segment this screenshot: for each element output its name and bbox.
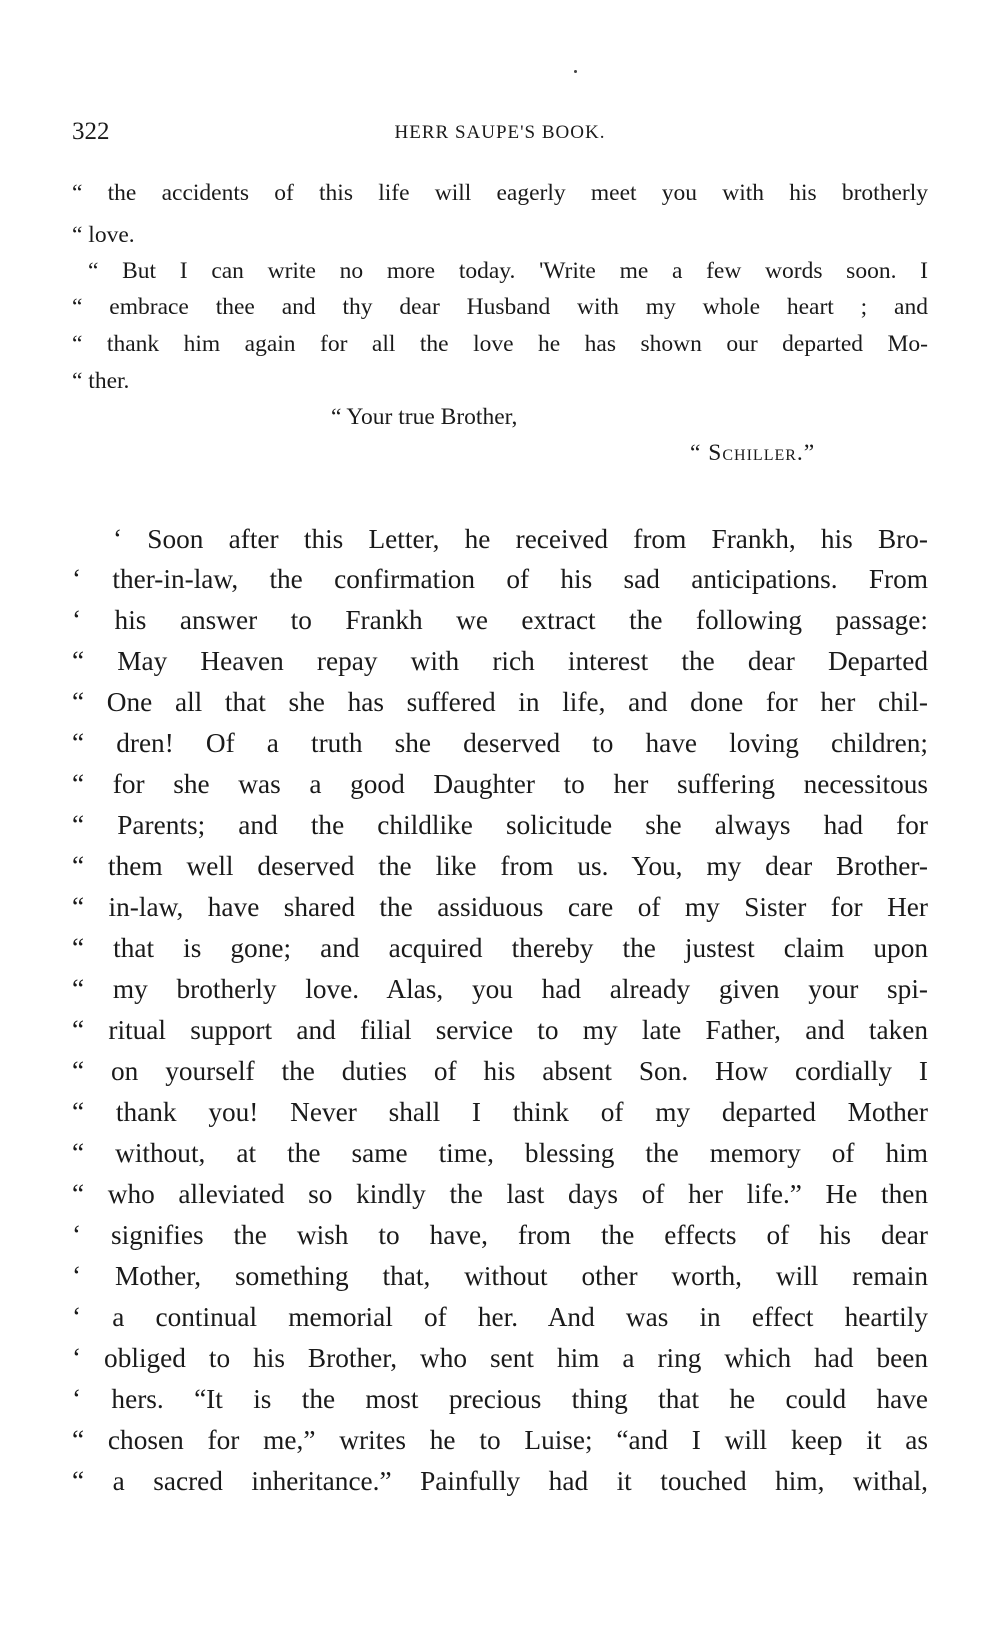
narrative-line: “ May Heaven repay with rich interest the dear Departed — [72, 646, 928, 676]
letter-line: “ the accidents of this life will eagerly meet you with his brotherly — [72, 180, 928, 206]
narrative-line: ‘ a continual memorial of her. And was in effect heartily — [72, 1302, 928, 1332]
narrative-line: “ my brotherly love. Alas, you had already given your spi- — [72, 974, 928, 1004]
narrative-line: “ on yourself the duties of his absent Son. How cordially I — [72, 1056, 928, 1086]
narrative-line: “ a sacred inheritance.” Painfully had it touched him, withal, — [72, 1466, 928, 1496]
narrative-line: ‘ Soon after this Letter, he received from Frankh, his Bro- — [113, 524, 928, 554]
narrative-line: ‘ ther-in-law, the confirmation of his sad anticipations. From — [72, 564, 928, 594]
letter-line: “ embrace thee and thy dear Husband with my whole heart ; and — [72, 294, 928, 320]
narrative-line: “ who alleviated so kindly the last days of her life.” He then — [72, 1179, 928, 1209]
print-speck — [574, 70, 577, 73]
page-number: 322 — [72, 118, 110, 145]
narrative-line: “ for she was a good Daughter to her suffering necessitous — [72, 769, 928, 799]
narrative-line: “ without, at the same time, blessing the memory of him — [72, 1138, 928, 1168]
letter-line: “ ther. — [72, 368, 130, 394]
running-title: HERR SAUPE'S BOOK. — [394, 122, 606, 143]
narrative-line: “ that is gone; and acquired thereby the justest claim upon — [72, 933, 928, 963]
narrative-line: ‘ Mother, something that, without other worth, will remain — [72, 1261, 928, 1291]
narrative-line: “ One all that she has suffered in life, and done for her chil- — [72, 687, 928, 717]
narrative-line: “ dren! Of a truth she deserved to have loving children; — [72, 728, 928, 758]
narrative-line: “ them well deserved the like from us. You, my dear Brother- — [72, 851, 928, 881]
letter-signature: “ Schiller.” — [690, 440, 816, 466]
narrative-line: “ chosen for me,” writes he to Luise; “and I will keep it as — [72, 1425, 928, 1455]
narrative-line: ‘ hers. “It is the most precious thing that he could have — [72, 1384, 928, 1414]
letter-line: “ thank him again for all the love he has shown our departed Mo- — [72, 331, 928, 357]
narrative-line: “ thank you! Never shall I think of my departed Mother — [72, 1097, 928, 1127]
narrative-line: ‘ obliged to his Brother, who sent him a ring which had been — [72, 1343, 928, 1373]
narrative-line: “ in-law, have shared the assiduous care of my Sister for Her — [72, 892, 928, 922]
letter-line: “ But I can write no more today. 'Write me a few words soon. I — [88, 258, 928, 284]
page-header — [72, 118, 928, 158]
narrative-line: ‘ his answer to Frankh we extract the following passage: — [72, 605, 928, 635]
narrative-line: ‘ signifies the wish to have, from the effects of his dear — [72, 1220, 928, 1250]
letter-line: “ love. — [72, 222, 135, 248]
narrative-line: “ Parents; and the childlike solicitude she always had for — [72, 810, 928, 840]
letter-closing: “ Your true Brother, — [331, 404, 518, 430]
narrative-line: “ ritual support and filial service to my late Father, and taken — [72, 1015, 928, 1045]
